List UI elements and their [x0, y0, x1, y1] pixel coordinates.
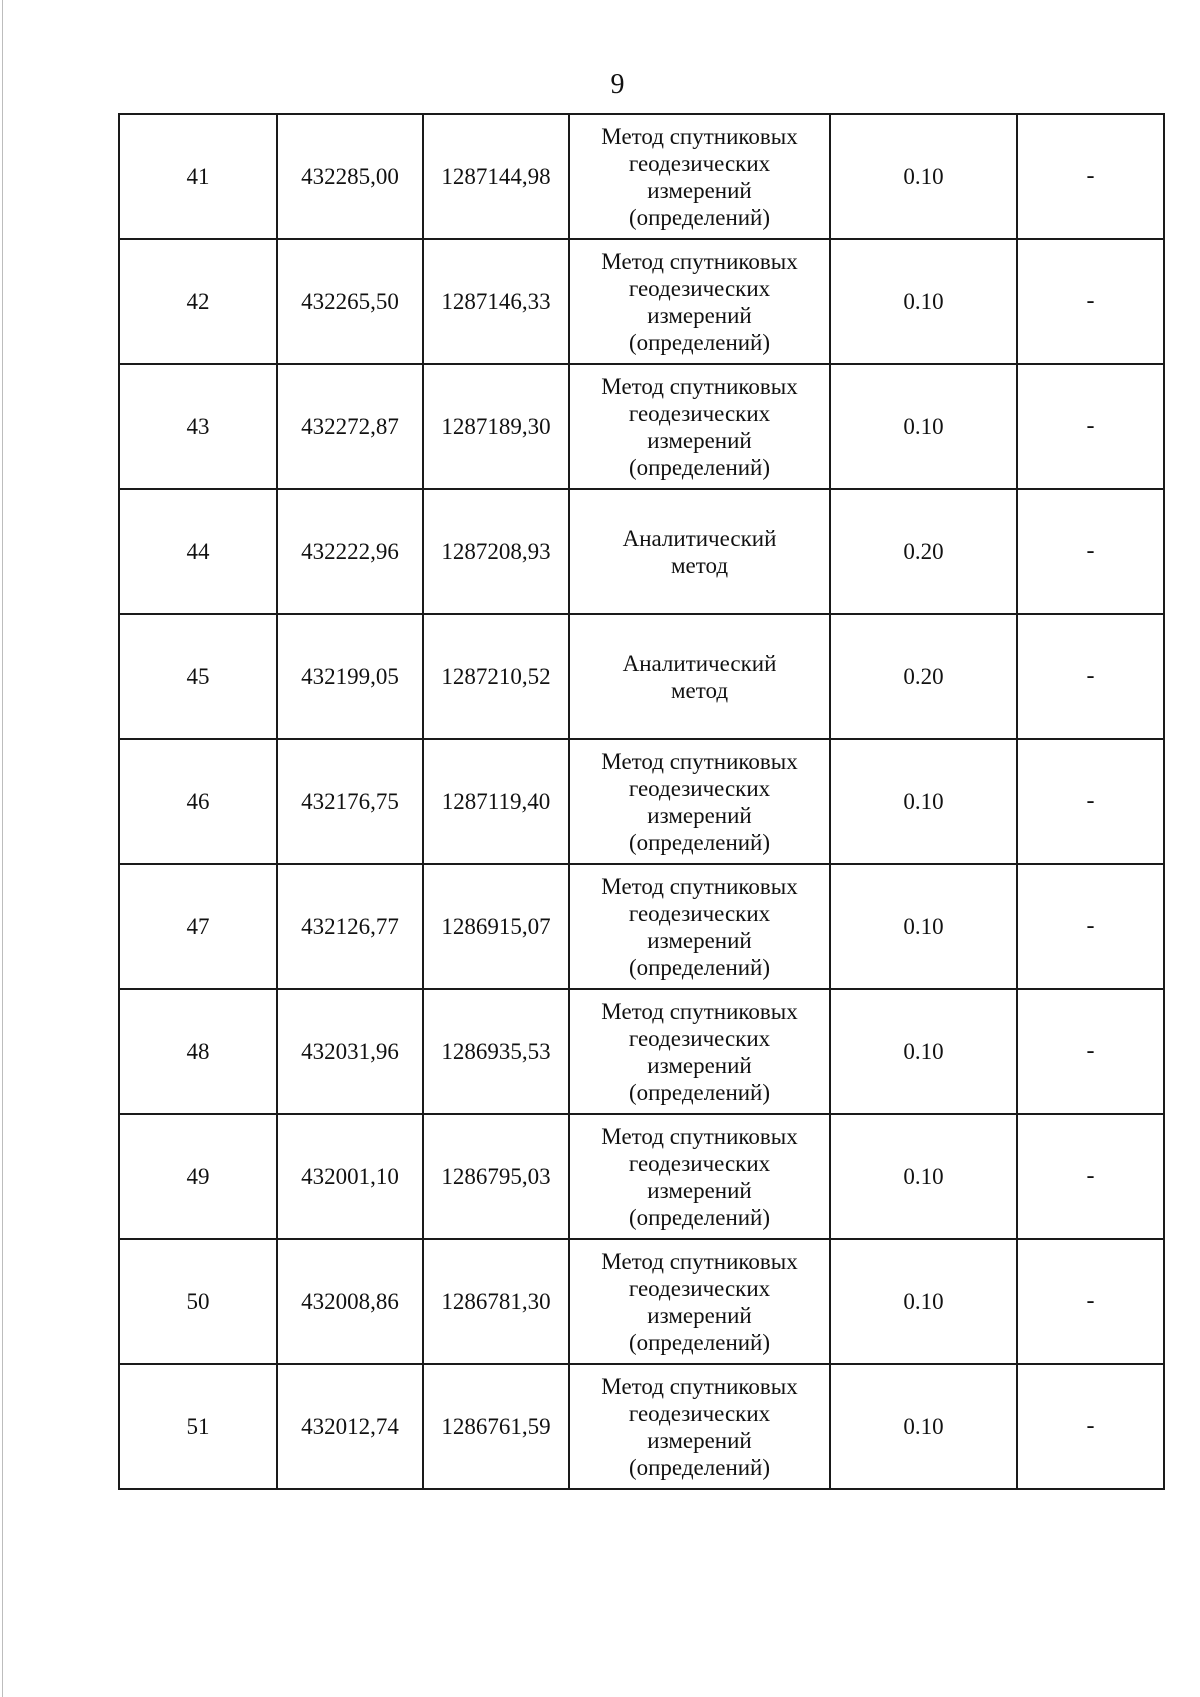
- method-cell: [569, 1364, 830, 1489]
- note-cell: -: [1017, 489, 1164, 614]
- method-text-line: метод: [670, 677, 729, 703]
- accuracy-cell: 0.10: [830, 864, 1017, 989]
- y-coordinate-cell: 1287210,52: [423, 614, 569, 739]
- method-cell: [569, 1114, 830, 1239]
- method-text-line: Метод спутниковых: [601, 373, 798, 399]
- x-coordinate-cell: 432199,05: [277, 614, 423, 739]
- method-cell: [569, 614, 830, 739]
- x-coordinate-cell: 432265,50: [277, 239, 423, 364]
- method-text-line: Аналитический: [622, 525, 777, 551]
- scan-left-edge: [2, 0, 3, 1697]
- method-text-line: измерений: [647, 1177, 752, 1203]
- method-text-line: геодезических: [628, 900, 771, 926]
- point-number-cell: 43: [119, 364, 277, 489]
- table-row: [119, 1114, 1164, 1239]
- point-number-cell: 49: [119, 1114, 277, 1239]
- x-coordinate-cell: 432031,96: [277, 989, 423, 1114]
- method-text-line: геодезических: [628, 775, 771, 801]
- method-text-line: Метод спутниковых: [601, 123, 798, 149]
- method-text-line: метод: [670, 552, 729, 578]
- method-text-line: измерений: [647, 1302, 752, 1328]
- note-cell: -: [1017, 1114, 1164, 1239]
- table-row: [119, 239, 1164, 364]
- method-cell: [569, 364, 830, 489]
- x-coordinate-cell: 432176,75: [277, 739, 423, 864]
- accuracy-cell: 0.10: [830, 1114, 1017, 1239]
- method-cell: [569, 489, 830, 614]
- accuracy-cell: 0.10: [830, 989, 1017, 1114]
- method-text-line: Метод спутниковых: [601, 1373, 798, 1399]
- method-text-line: Метод спутниковых: [601, 248, 798, 274]
- y-coordinate-cell: 1287119,40: [423, 739, 569, 864]
- method-text-line: геодезических: [628, 1025, 771, 1051]
- page-number: 9: [610, 69, 625, 100]
- coordinates-table-body: [119, 114, 1164, 1489]
- method-text-line: (определений): [628, 1329, 771, 1355]
- x-coordinate-cell: 432126,77: [277, 864, 423, 989]
- accuracy-cell: 0.10: [830, 1239, 1017, 1364]
- accuracy-cell: 0.10: [830, 739, 1017, 864]
- x-coordinate-cell: 432272,87: [277, 364, 423, 489]
- y-coordinate-cell: 1286935,53: [423, 989, 569, 1114]
- method-cell: [569, 864, 830, 989]
- note-cell: -: [1017, 239, 1164, 364]
- method-cell: [569, 739, 830, 864]
- note-cell: -: [1017, 364, 1164, 489]
- accuracy-cell: 0.10: [830, 1364, 1017, 1489]
- method-text-line: (определений): [628, 329, 771, 355]
- method-cell: [569, 239, 830, 364]
- point-number-cell: 41: [119, 114, 277, 239]
- method-text-line: Метод спутниковых: [601, 873, 798, 899]
- method-text-line: (определений): [628, 454, 771, 480]
- point-number-cell: 50: [119, 1239, 277, 1364]
- method-text-line: (определений): [628, 1454, 771, 1480]
- note-cell: -: [1017, 114, 1164, 239]
- table-row: [119, 614, 1164, 739]
- point-number-cell: 46: [119, 739, 277, 864]
- method-text-line: Метод спутниковых: [601, 1123, 798, 1149]
- method-text-line: геодезических: [628, 275, 771, 301]
- point-number-cell: 42: [119, 239, 277, 364]
- note-cell: -: [1017, 739, 1164, 864]
- method-text-line: геодезических: [628, 1400, 771, 1426]
- y-coordinate-cell: 1287144,98: [423, 114, 569, 239]
- method-text-line: (определений): [628, 1204, 771, 1230]
- y-coordinate-cell: 1286915,07: [423, 864, 569, 989]
- table-row: [119, 114, 1164, 239]
- method-text-line: измерений: [647, 927, 752, 953]
- note-cell: -: [1017, 989, 1164, 1114]
- method-text-line: геодезических: [628, 1275, 771, 1301]
- note-cell: -: [1017, 1239, 1164, 1364]
- method-text-line: Аналитический: [622, 650, 777, 676]
- method-text-line: измерений: [647, 427, 752, 453]
- table-row: [119, 1239, 1164, 1364]
- coordinates-table: [118, 113, 1165, 1490]
- table-row: [119, 1364, 1164, 1489]
- y-coordinate-cell: 1287146,33: [423, 239, 569, 364]
- table-row: [119, 739, 1164, 864]
- method-cell: [569, 989, 830, 1114]
- note-cell: -: [1017, 614, 1164, 739]
- method-text-line: измерений: [647, 1052, 752, 1078]
- x-coordinate-cell: 432285,00: [277, 114, 423, 239]
- method-text-line: измерений: [647, 1427, 752, 1453]
- accuracy-cell: 0.10: [830, 114, 1017, 239]
- point-number-cell: 51: [119, 1364, 277, 1489]
- table-row: [119, 989, 1164, 1114]
- method-text-line: (определений): [628, 829, 771, 855]
- y-coordinate-cell: 1286761,59: [423, 1364, 569, 1489]
- point-number-cell: 47: [119, 864, 277, 989]
- accuracy-cell: 0.10: [830, 364, 1017, 489]
- y-coordinate-cell: 1287189,30: [423, 364, 569, 489]
- point-number-cell: 45: [119, 614, 277, 739]
- method-text-line: измерений: [647, 177, 752, 203]
- point-number-cell: 44: [119, 489, 277, 614]
- method-text-line: геодезических: [628, 150, 771, 176]
- table-row: [119, 864, 1164, 989]
- method-text-line: Метод спутниковых: [601, 748, 798, 774]
- note-cell: -: [1017, 1364, 1164, 1489]
- method-text-line: (определений): [628, 1079, 771, 1105]
- point-number-cell: 48: [119, 989, 277, 1114]
- table-row: [119, 489, 1164, 614]
- method-cell: [569, 114, 830, 239]
- table-row: [119, 364, 1164, 489]
- method-text-line: Метод спутниковых: [601, 1248, 798, 1274]
- y-coordinate-cell: 1286781,30: [423, 1239, 569, 1364]
- x-coordinate-cell: 432012,74: [277, 1364, 423, 1489]
- method-text-line: (определений): [628, 204, 771, 230]
- y-coordinate-cell: 1286795,03: [423, 1114, 569, 1239]
- x-coordinate-cell: 432008,86: [277, 1239, 423, 1364]
- method-text-line: (определений): [628, 954, 771, 980]
- method-text-line: измерений: [647, 802, 752, 828]
- note-cell: -: [1017, 864, 1164, 989]
- x-coordinate-cell: 432001,10: [277, 1114, 423, 1239]
- x-coordinate-cell: 432222,96: [277, 489, 423, 614]
- y-coordinate-cell: 1287208,93: [423, 489, 569, 614]
- method-cell: [569, 1239, 830, 1364]
- method-text-line: измерений: [647, 302, 752, 328]
- accuracy-cell: 0.10: [830, 239, 1017, 364]
- method-text-line: Метод спутниковых: [601, 998, 798, 1024]
- accuracy-cell: 0.20: [830, 614, 1017, 739]
- method-text-line: геодезических: [628, 400, 771, 426]
- method-text-line: геодезических: [628, 1150, 771, 1176]
- accuracy-cell: 0.20: [830, 489, 1017, 614]
